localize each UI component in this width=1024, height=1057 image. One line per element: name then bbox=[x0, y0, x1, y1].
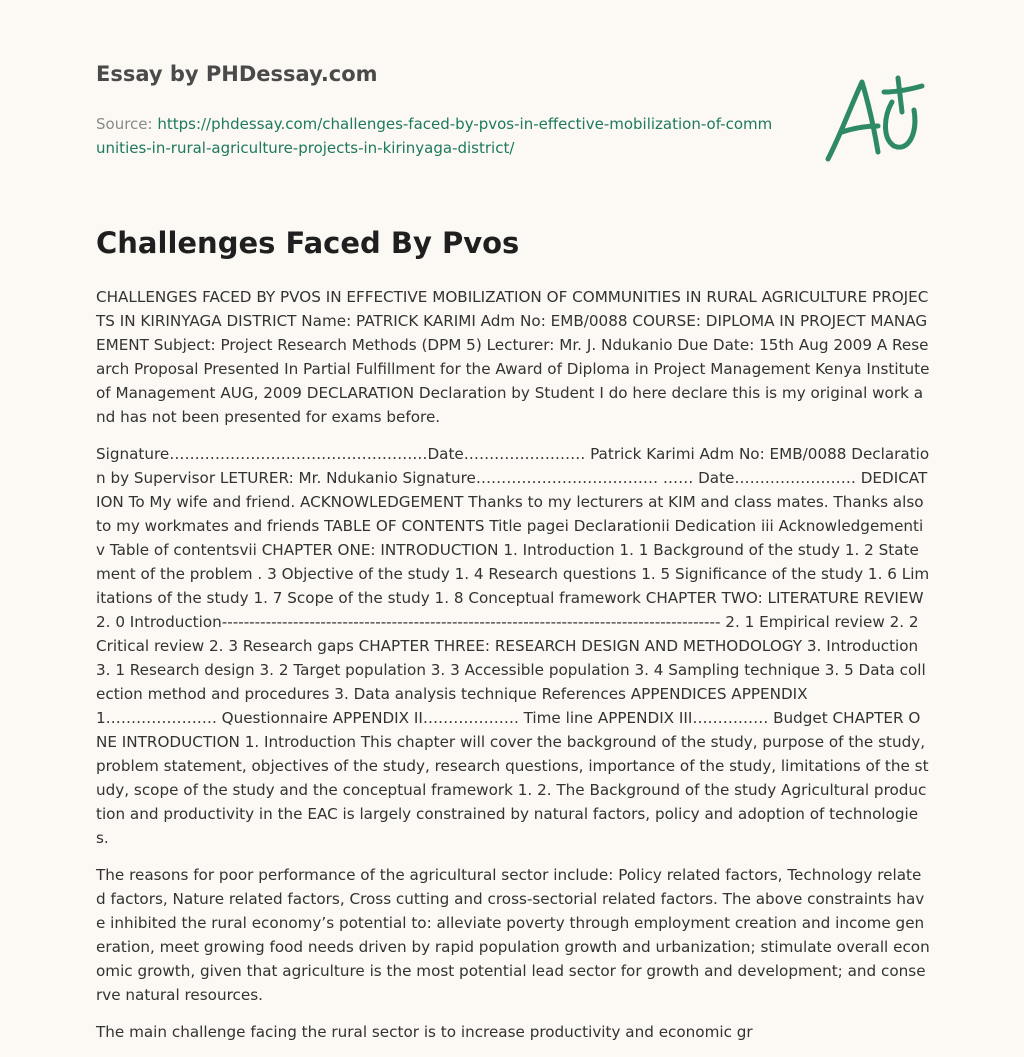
source-link[interactable]: https://phdessay.com/challenges-faced-by-pvos-in-effective-mobilization-of-communities-in-rural-agriculture-projects-in-kirinyaga-district/ bbox=[96, 115, 773, 157]
source-line bbox=[96, 112, 776, 160]
site-title: Essay by PHDessay.com bbox=[96, 62, 378, 86]
a-plus-logo-icon bbox=[818, 66, 928, 166]
body-paragraph-1: CHALLENGES FACED BY PVOS IN EFFECTIVE MOBILIZATION OF COMMUNITIES IN RURAL AGRICULTURE PROJECTS IN KIRINYAGA DISTRICT Name: PATRICK KARIMI Adm No: EMB/0088 COURSE: DIPLOMA IN PROJECT MANAGEMENT Subject: Project Research Methods (DPM 5) Lecturer: Mr. J. Ndukanio Due Date: 15th Aug 2009 A Research Proposal Presented In Partial Fulfillment for the Award of Diploma in Project Management Kenya Institute of Management AUG, 2009 DECLARATION Declaration by Student I do here declare this is my original work and has not been presented for exams before. bbox=[96, 288, 930, 426]
a-plus-logo-graphic bbox=[818, 66, 928, 166]
body-paragraph-3: The reasons for poor performance of the agricultural sector include: Policy related factors, Technology related factors, Nature related factors, Cross cutting and cross-sectorial related factors. The above constraints have inhibited the rural economy’s potential to: alleviate poverty through employment creation and income generation, meet growing food needs driven by rapid population growth and urbanization; stimulate overall economic growth, given that agriculture is the most potential lead sector for growth and development; and conserve natural resources. bbox=[96, 866, 930, 1004]
source-label: Source: bbox=[96, 115, 158, 133]
document-body bbox=[96, 285, 930, 1057]
document-title: Challenges Faced By Pvos bbox=[96, 226, 520, 260]
body-paragraph-2: Signature……………………………………………Date…………………… Patrick Karimi Adm No: EMB/0088 Declaration by Supervisor LETURER: Mr. Ndukanio Signature……………………………… …… Date…………………… DEDICATION To My wife and friend. ACKNOWLEDGEMENT Thanks to my lecturers at KIM and class mates. Thanks also to my workmates and friends TABLE OF CONTENTS Title pagei Declarationii Dedication iii Acknowledgementiv Table of contentsvii CHAPTER ONE: INTRODUCTION 1. Introduction 1. 1 Background of the study 1. 2 Statement of the problem . 3 Objective of the study 1. 4 Research questions 1. 5 Significance of the study 1. 6 Limitations of the study 1. 7 Scope of the study 1. 8 Conceptual framework CHAPTER TWO: LITERATURE REVIEW 2. 0 Introduction------------------------------------------------------------------------------------------- 2. 1 Empirical review 2. 2 Critical review 2. 3 Research gaps CHAPTER THREE: RESEARCH DESIGN AND METHODOLOGY 3. Introduction 3. 1 Research design 3. 2 Target population 3. 3 Accessible population 3. 4 Sampling technique 3. 5 Data collection method and procedures 3. Data analysis technique References APPENDICES APPENDIX 1…………………. Questionnaire APPENDIX II………………. Time line APPENDIX III…………… Budget CHAPTER ONE INTRODUCTION 1. Introduction This chapter will cover the background of the study, purpose of the study, problem statement, objectives of the study, research questions, importance of the study, limitations of the study, scope of the study and the conceptual framework 1. 2. The Background of the study Agricultural production and productivity in the EAC is largely constrained by natural factors, policy and adoption of technologies. bbox=[96, 445, 930, 847]
body-paragraph-4: The main challenge facing the rural sector is to increase productivity and economic gr bbox=[96, 1023, 753, 1041]
